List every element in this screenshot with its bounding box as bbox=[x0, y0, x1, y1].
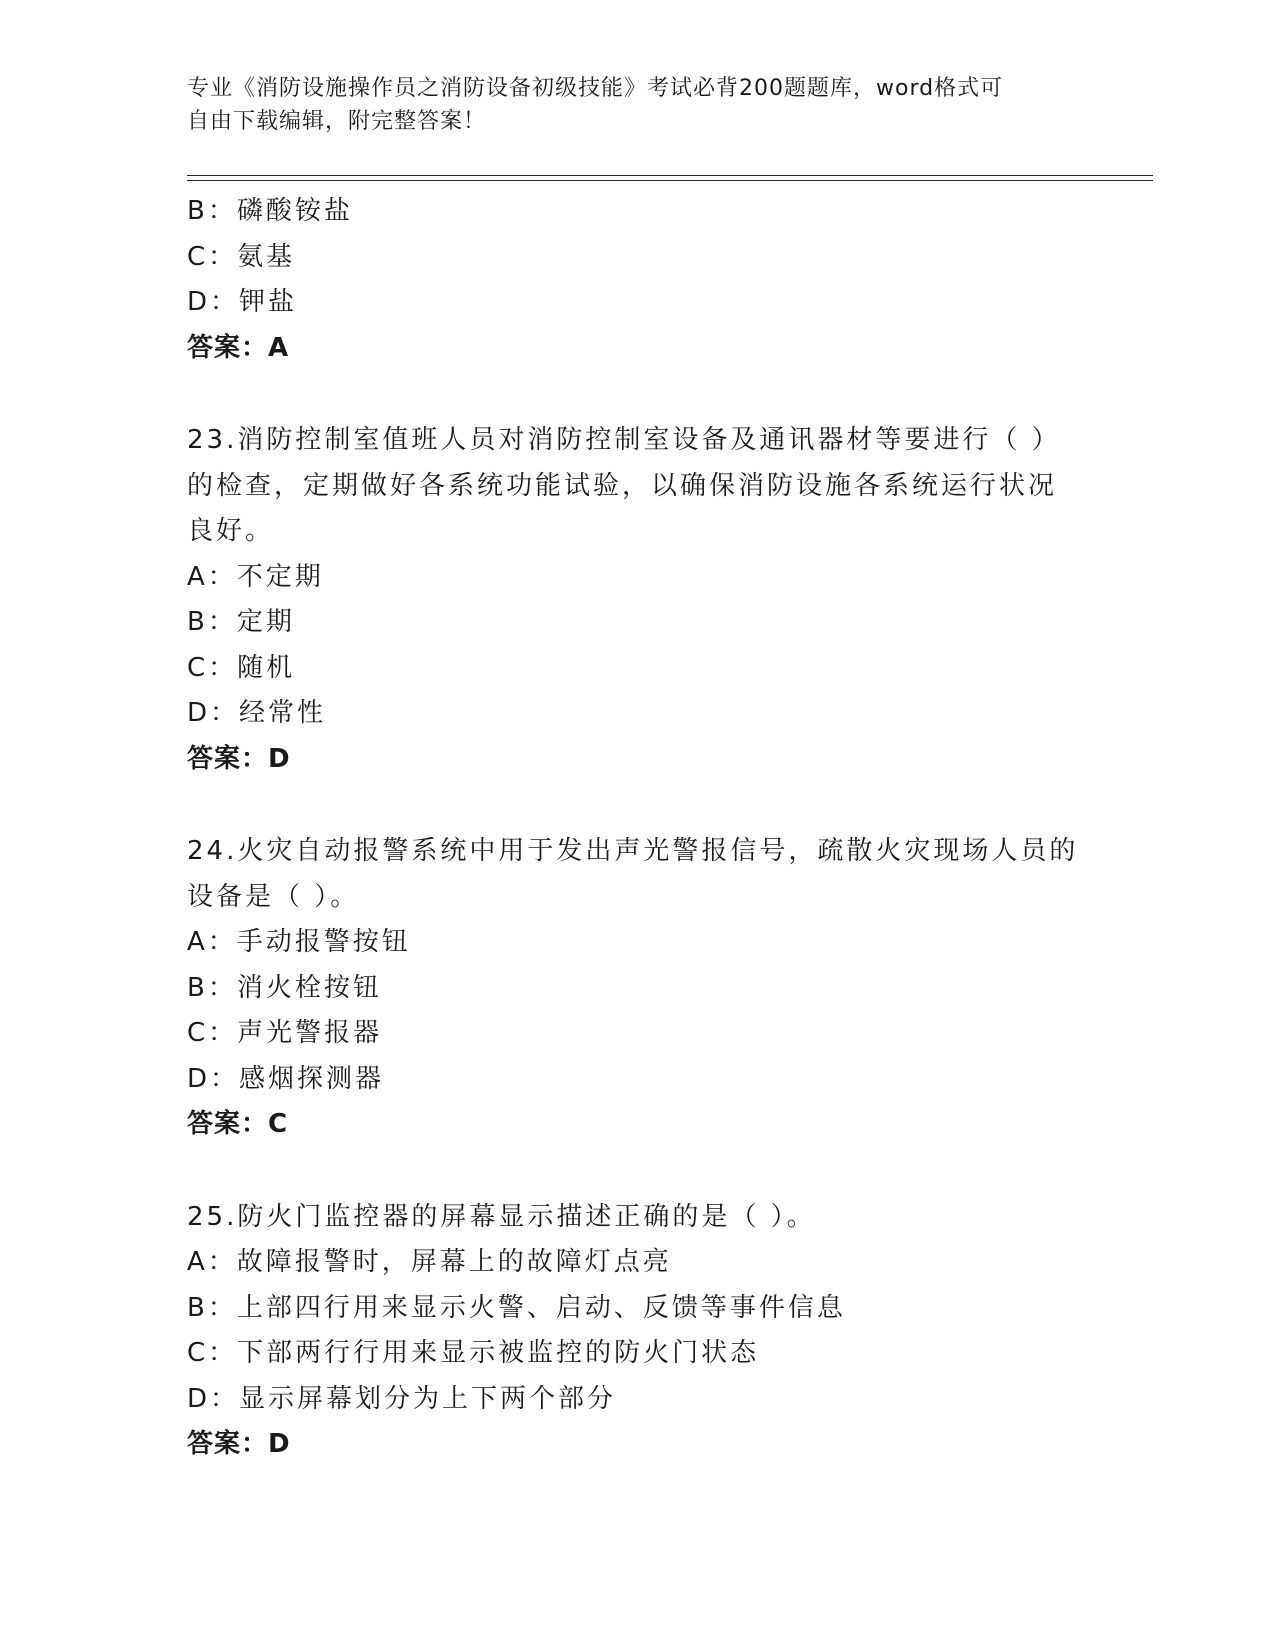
question-block-24 bbox=[187, 829, 1087, 1148]
header-line-2: 自由下载编辑，附完整答案！ bbox=[187, 109, 487, 134]
option-b: B：定期 bbox=[187, 607, 295, 637]
option-c: C：声光警报器 bbox=[187, 1018, 383, 1048]
option-d: D：经常性 bbox=[187, 698, 327, 728]
page-header bbox=[187, 72, 1067, 138]
spacer bbox=[187, 782, 1087, 829]
option-a: A：手动报警按钮 bbox=[187, 927, 411, 957]
question-list bbox=[187, 189, 1087, 1468]
header-line-1: 专业《消防设施操作员之消防设备初级技能》考试必背200题题库，word格式可 bbox=[187, 76, 1004, 101]
question-block-22 bbox=[187, 189, 1087, 371]
answer-line: 答案：C bbox=[187, 1109, 289, 1139]
question-stem: 的检查，定期做好各系统功能试验，以确保消防设施各系统运行状况 bbox=[187, 470, 1058, 501]
question-stem: 23.消防控制室值班人员对消防控制室设备及通讯器材等要进行（ ） bbox=[187, 425, 1061, 455]
question-stem: 25.防火门监控器的屏幕显示描述正确的是（ ）。 bbox=[187, 1201, 816, 1232]
option-d: D：感烟探测器 bbox=[187, 1063, 385, 1094]
option-a: A：不定期 bbox=[187, 561, 324, 592]
spacer bbox=[187, 1148, 1087, 1195]
answer-line: 答案：A bbox=[187, 332, 290, 363]
option-d: D：显示屏幕划分为上下两个部分 bbox=[187, 1383, 617, 1414]
option-c: C：氨基 bbox=[187, 241, 296, 272]
option-b: B：磷酸铵盐 bbox=[187, 196, 353, 226]
answer-line: 答案：D bbox=[187, 743, 291, 774]
option-a: A：故障报警时，屏幕上的故障灯点亮 bbox=[187, 1247, 672, 1277]
question-stem: 24.火灾自动报警系统中用于发出声光警报信号，疏散火灾现场人员的 bbox=[187, 836, 1079, 866]
question-stem: 设备是（ ）。 bbox=[187, 881, 360, 912]
option-d: D：钾盐 bbox=[187, 287, 298, 317]
header-divider bbox=[187, 175, 1153, 181]
option-b: B：上部四行用来显示火警、启动、反馈等事件信息 bbox=[187, 1292, 846, 1323]
question-block-23 bbox=[187, 418, 1087, 782]
question-stem: 良好。 bbox=[187, 516, 275, 546]
question-block-25 bbox=[187, 1195, 1087, 1468]
answer-line: 答案：D bbox=[187, 1429, 291, 1459]
option-c: C：随机 bbox=[187, 652, 296, 683]
spacer bbox=[187, 371, 1087, 418]
option-c: C：下部两行行用来显示被监控的防火门状态 bbox=[187, 1338, 760, 1368]
option-b: B：消火栓按钮 bbox=[187, 972, 382, 1003]
